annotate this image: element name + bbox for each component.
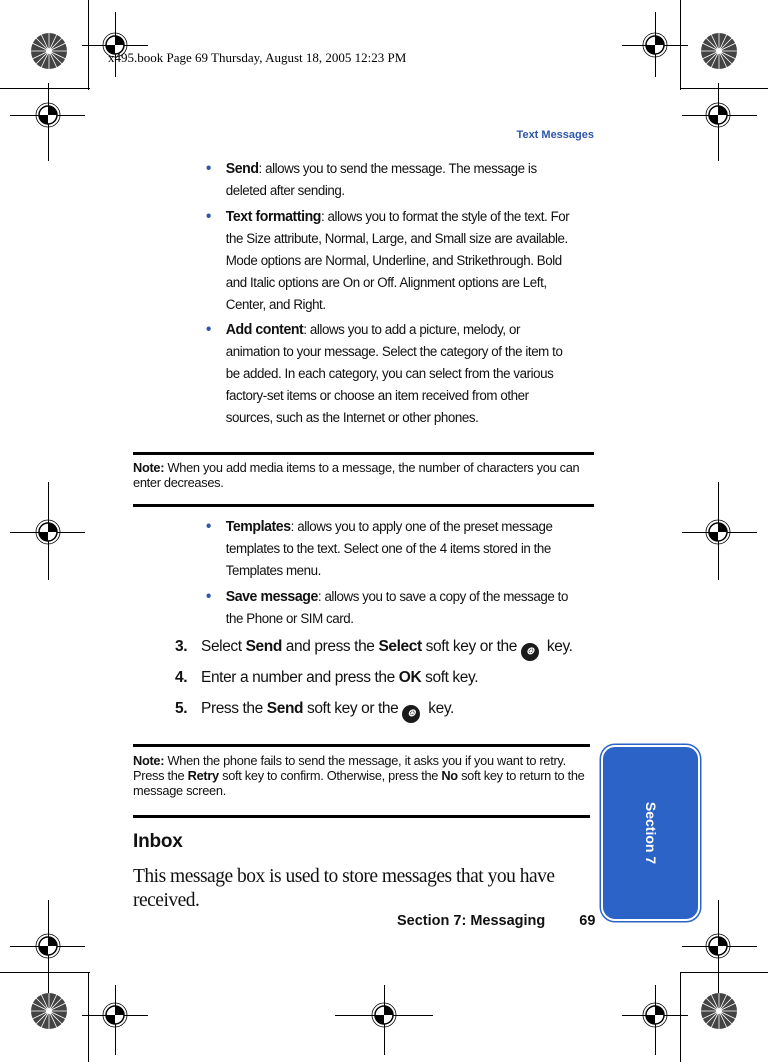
bullet-templates [206,516,573,582]
bullet-dot: • [206,518,211,535]
starburst-mark-icon [700,32,738,70]
bullet-add-content [206,319,573,429]
bullet-desc: : allows you to send the message. The message is deleted after sending. [225,161,537,199]
note-bold: Retry [187,768,219,783]
bullet-text [226,516,573,582]
bullet-dot: • [206,160,211,177]
step-number: 3. [175,638,188,655]
bullet-text [226,319,573,429]
step-text: Enter a number and press the [201,669,399,686]
running-head: Text Messages [516,129,594,141]
registration-mark-icon [33,931,63,961]
note-rule-top [133,744,590,747]
step-bold: Send [266,700,304,717]
note-text: soft key to return to the message screen. [133,768,585,798]
note-rule-top [133,452,594,455]
note-text: When the phone fails to send the message, it asks you if you want to retry. Press the [133,753,566,783]
ok-key-icon: ⊛ [521,643,539,661]
note-rule-bottom [133,504,594,507]
starburst-mark-icon [700,992,738,1030]
step-number: 5. [175,700,188,717]
registration-mark-icon [33,100,63,130]
bullet-term: Save message [225,588,318,605]
starburst-mark-icon [30,32,68,70]
print-slug: x495.book Page 69 Thursday, August 18, 2005 12:23 PM [108,50,407,65]
crop-mark [680,972,768,973]
step-4 [175,669,478,687]
registration-mark-icon [703,517,733,547]
crop-mark [0,88,90,89]
bullet-dot: • [206,321,211,338]
crop-mark [88,972,89,1062]
registration-mark-icon [640,1000,670,1030]
bullet-term: Add content [225,321,304,338]
step-number: 4. [175,669,188,686]
step-text: Select [201,638,246,655]
note-1 [133,460,593,490]
ok-key-icon: ⊛ [402,705,420,723]
step-5 [175,700,454,723]
bullet-desc: : allows you to save a copy of the message to the Phone or SIM card. [225,589,568,627]
bullet-term: Send [225,160,259,177]
registration-mark-icon [640,30,670,60]
step-bold: OK [398,669,422,686]
bullet-send [206,158,573,202]
registration-mark-icon [703,100,733,130]
crop-mark [0,972,90,973]
bullet-text [226,586,573,630]
step-text: and press the [281,638,379,655]
step-text: soft key or the [421,638,517,655]
registration-mark-icon [703,931,733,961]
registration-mark-icon [369,1000,399,1030]
page-number: 69 [579,913,596,929]
note-label: Note: [133,460,165,475]
step-text: soft key. [421,669,479,686]
section-tab-label: Section 7 [642,801,659,865]
registration-mark-icon [100,1000,130,1030]
bullet-save-message [206,586,573,630]
bullet-term: Text formatting [225,208,321,225]
step-3 [175,638,573,661]
footer-section: Section 7: Messaging [397,913,546,929]
bullet-dot: • [206,208,211,225]
bullet-term: Templates [225,518,291,535]
step-bold: Select [378,638,422,655]
note-rule-bottom [133,815,590,818]
bullet-desc: : allows you to apply one of the preset message templates to the text. Select one of the 4 items stored in the Templates menu. [225,519,553,579]
bullet-text [226,158,573,202]
note-bold: No [441,768,458,783]
crop-mark [680,88,768,89]
bullet-text [226,206,573,316]
bullet-desc: : allows you to format the style of the text. For the Size attribute, Normal, Large, and Small size are available. Mode options are Normal, Underline, and Strikethrough. Bold and Italic options are On or Off. Alignment options are Left, Center, and Right. [225,209,570,313]
note-text: soft key to confirm. Otherwise, press the [218,768,442,783]
crop-mark [680,972,681,1062]
step-text: key. [542,638,573,655]
bullet-text-formatting [206,206,573,316]
note-2 [133,753,593,798]
page-footer [397,913,595,929]
bullet-desc: : allows you to add a picture, melody, or animation to your message. Select the category of the item to be added. In each category, you can select from the various factory-set items or choose an item received from other sources, such as the Internet or other phones. [225,322,563,426]
note-text: When you add media items to a message, the number of characters you can enter decreases. [133,460,580,490]
step-text: Press the [201,700,267,717]
registration-mark-icon [33,517,63,547]
body-paragraph: This message box is used to store messages that you have received. [133,866,555,911]
step-bold: Send [245,638,282,655]
note-label: Note: [133,753,165,768]
starburst-mark-icon [30,992,68,1030]
section-heading: Inbox [133,831,183,852]
step-text: key. [424,700,454,717]
bullet-dot: • [206,588,211,605]
section-tab [601,745,700,921]
step-text: soft key or the [303,700,399,717]
